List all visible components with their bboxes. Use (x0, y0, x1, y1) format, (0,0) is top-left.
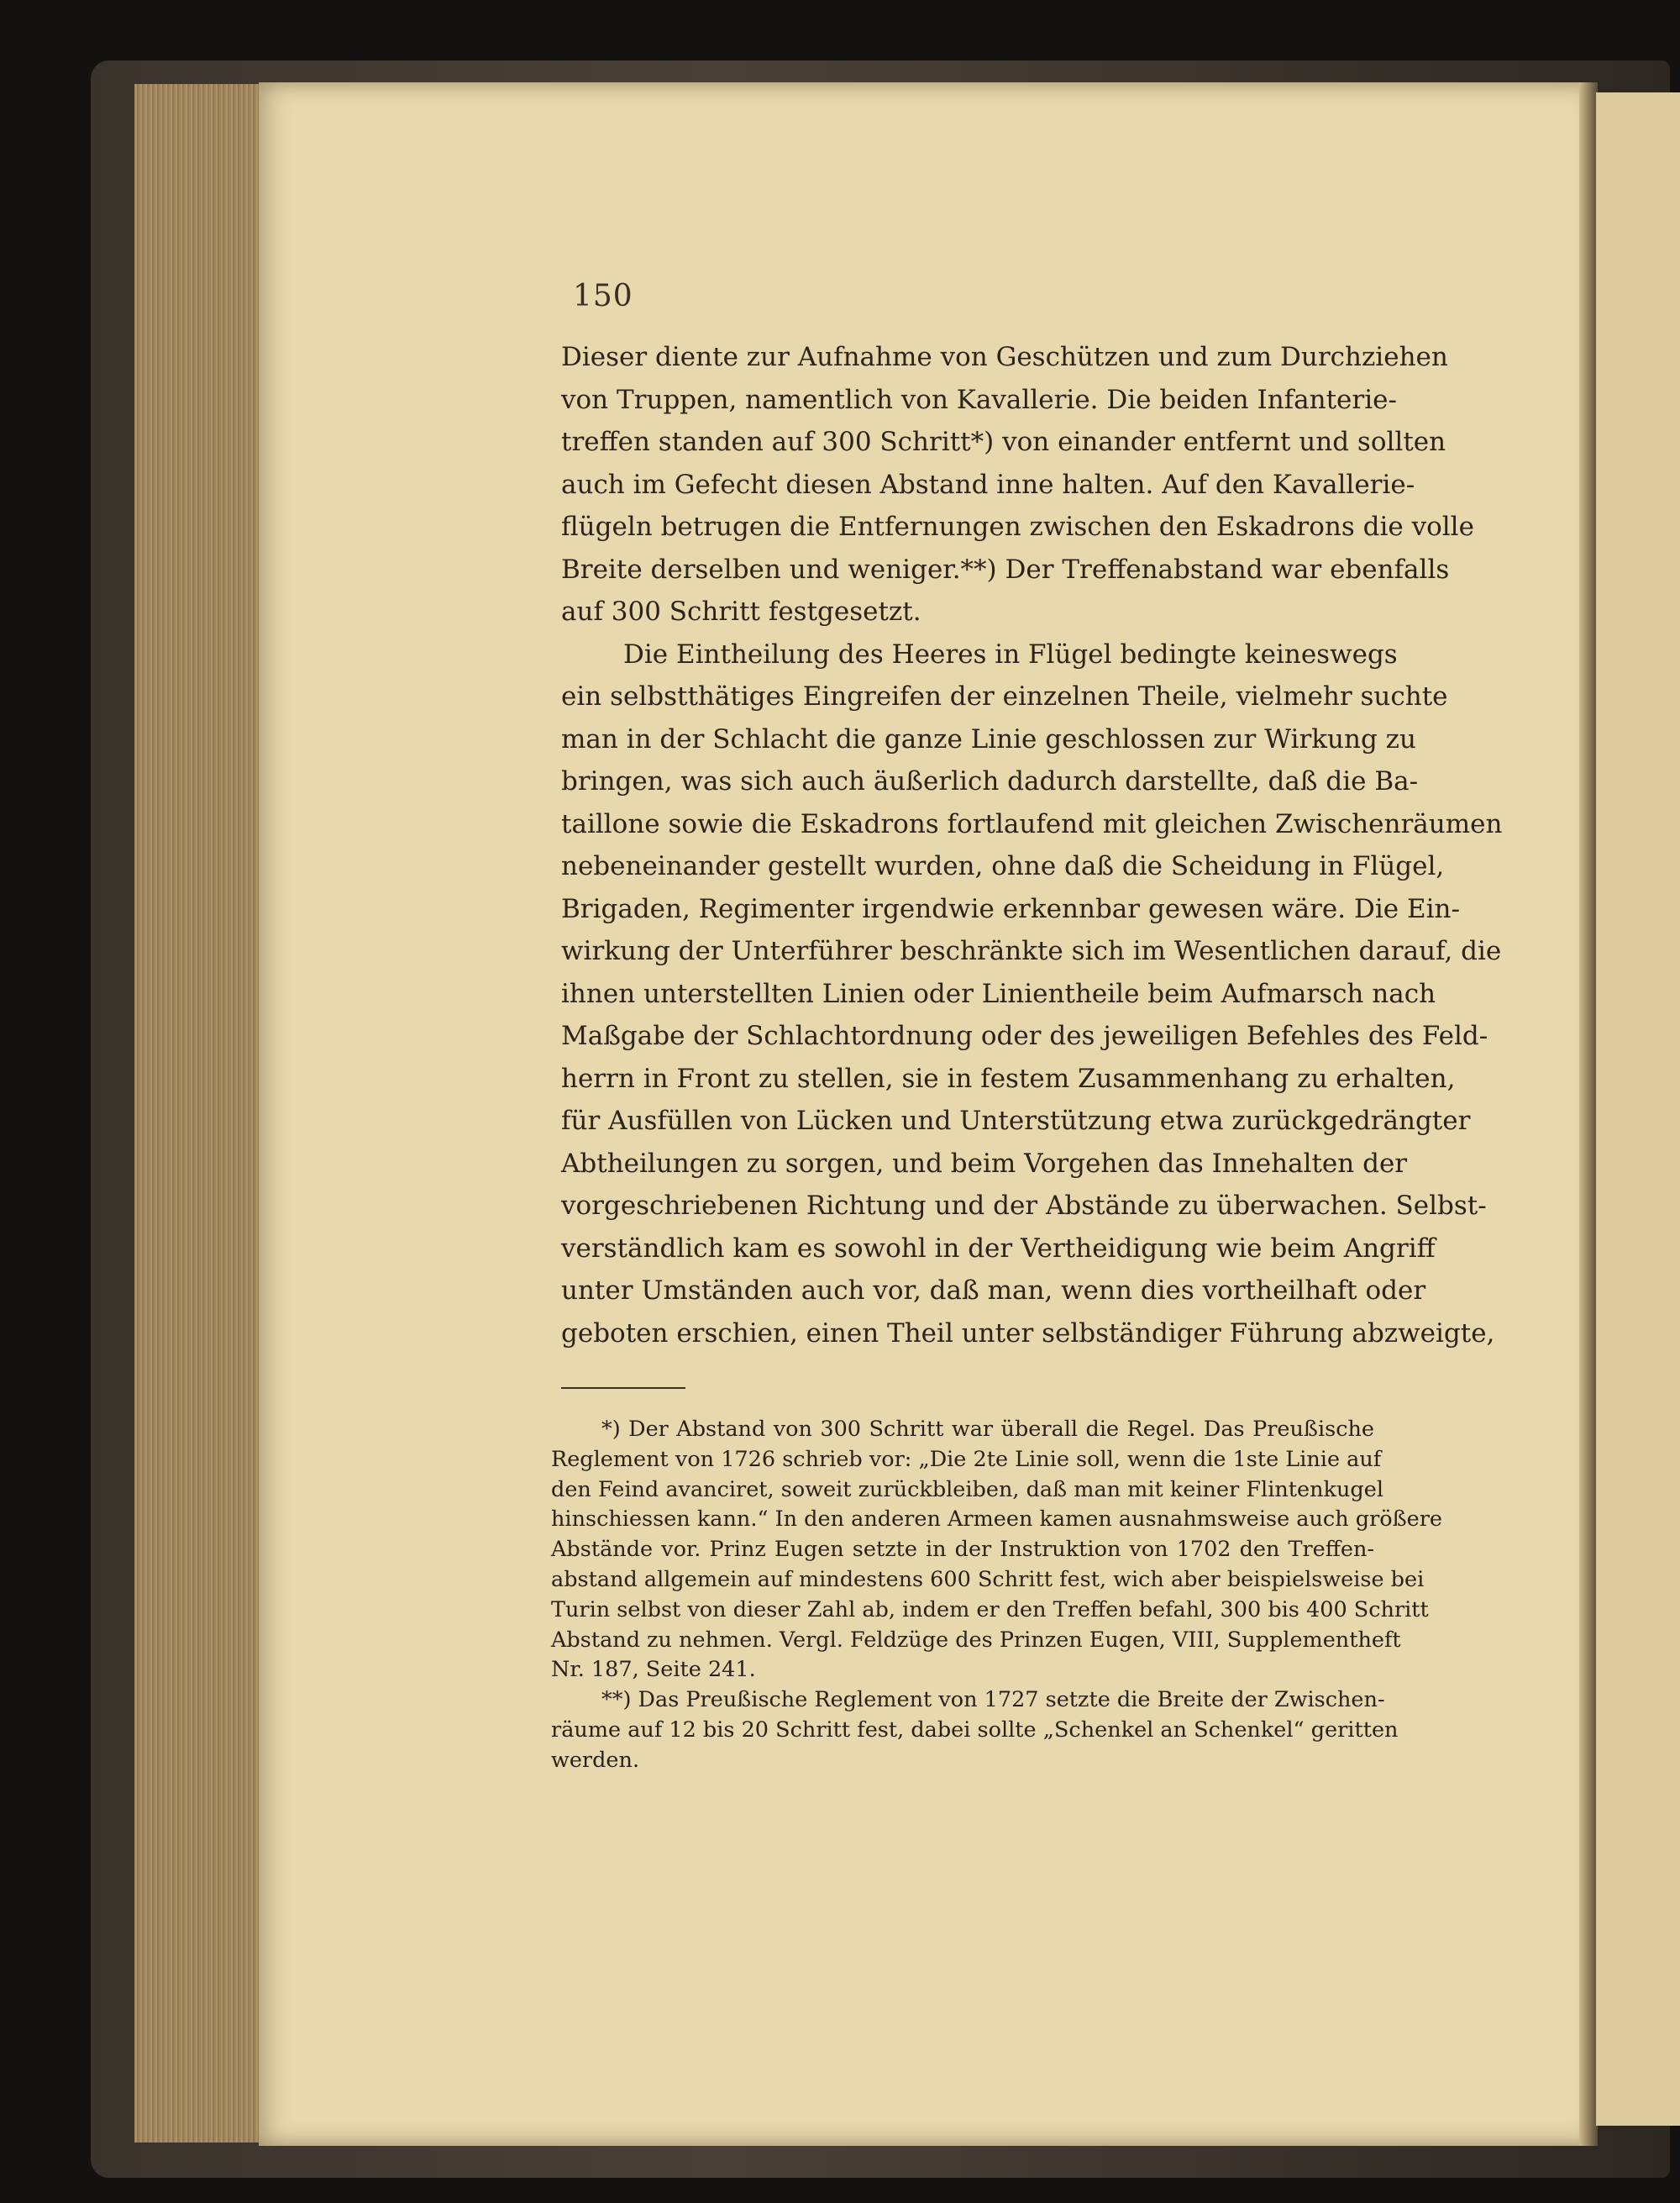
footnote-line: **) Das Preußische Reglement von 1727 setzte die Breite der Zwischen- (601, 1687, 1385, 1713)
footnote-line: Turin selbst von dieser Zahl ab, indem er den Treffen befahl, 300 bis 400 Schritt (551, 1596, 1429, 1622)
page-number: 150 (573, 279, 633, 313)
text-line: flügeln betrugen die Entfernungen zwischen den Eskadrons die volle (561, 512, 1474, 542)
text-line: wirkung der Unterführer beschränkte sich im Wesentlichen darauf, die (561, 936, 1502, 966)
footnote-line: Nr. 187, Seite 241. (551, 1657, 756, 1683)
footnote-line: Abstand zu nehmen. Vergl. Feldzüge des Prinzen Eugen, VIII, Supplementheft (551, 1627, 1401, 1653)
footnote-line: Reglement von 1726 schrieb vor: „Die 2te Linie soll, wenn die 1ste Linie auf (551, 1446, 1382, 1472)
text-line: Brigaden, Regimenter irgendwie erkennbar gewesen wäre. Die Ein- (561, 893, 1460, 924)
paragraph-1 (561, 336, 1474, 634)
text-line: vorgeschriebenen Richtung und der Abstände zu überwachen. Selbst- (561, 1191, 1487, 1221)
text-line: auf 300 Schritt festgesetzt. (561, 597, 921, 627)
footnote-line: den Feind avanciret, soweit zurückbleiben, daß man mit keiner Flintenkugel (551, 1476, 1384, 1502)
text-line: verständlich kam es sowohl in der Vertheidigung wie beim Angriff (561, 1233, 1436, 1264)
text-line: auch im Gefecht diesen Abstand inne halten. Auf den Kavallerie- (561, 469, 1415, 500)
text-line: ihnen unterstellten Linien oder Linientheile beim Aufmarsch nach (561, 978, 1436, 1009)
footnote-divider (561, 1387, 685, 1389)
text-line: geboten erschien, einen Theil unter selbständiger Führung abzweigte, (561, 1317, 1495, 1349)
text-line: Breite derselben und weniger.**) Der Treffenabstand war ebenfalls (561, 554, 1450, 585)
text-line: treffen standen auf 300 Schritt*) von einander entfernt und sollten (561, 427, 1446, 457)
body-text (561, 336, 1503, 1354)
text-line: Dieser diente zur Aufnahme von Geschützen und zum Durchziehen (561, 342, 1448, 372)
footnote-line: Abstände vor. Prinz Eugen setzte in der Instruktion von 1702 den Treffen- (551, 1537, 1374, 1563)
page-edges (134, 84, 265, 2143)
footnote-line: *) Der Abstand von 300 Schritt war überall die Regel. Das Preußische (601, 1417, 1374, 1442)
text-line: Abtheilungen zu sorgen, und beim Vorgehen das Innehalten der (561, 1148, 1408, 1179)
footnote-line: räume auf 12 bis 20 Schritt fest, dabei sollte „Schenkel an Schenkel“ geritten (551, 1717, 1399, 1743)
footnote-line: werden. (551, 1747, 640, 1773)
text-line: bringen, was sich auch äußerlich dadurch darstellte, daß die Ba- (561, 766, 1419, 797)
text-line: unter Umständen auch vor, daß man, wenn dies vortheilhaft oder (561, 1275, 1426, 1306)
text-line: für Ausfüllen von Lücken und Unterstützung etwa zurückgedrängter (561, 1106, 1471, 1136)
footnote-line: hinschiessen kann.“ In den anderen Armeen kamen ausnahmsweise auch größere (551, 1506, 1443, 1533)
text-line: Die Eintheilung des Heeres in Flügel bedingte keineswegs (623, 639, 1398, 670)
footnote-2 (551, 1685, 1399, 1775)
footnote-line: abstand allgemein auf mindestens 600 Schritt fest, wich aber beispielsweise bei (551, 1566, 1425, 1592)
text-line: taillone sowie die Eskadrons fortlaufend mit gleichen Zwischenräumen (561, 808, 1503, 839)
text-line: Maßgabe der Schlachtordnung oder des jeweiligen Befehles des Feld- (561, 1021, 1488, 1051)
footnote-1 (551, 1415, 1443, 1685)
facing-page-edge (1596, 92, 1680, 2126)
text-line: man in der Schlacht die ganze Linie geschlossen zur Wirkung zu (561, 723, 1416, 754)
footnotes (551, 1415, 1443, 1776)
book-gutter (1579, 82, 1598, 2146)
text-line: ein selbstthätiges Eingreifen der einzelnen Theile, vielmehr suchte (561, 681, 1448, 712)
paragraph-2 (561, 634, 1503, 1355)
text-line: von Truppen, namentlich von Kavallerie. Die beiden Infanterie- (561, 384, 1397, 415)
text-line: nebeneinander gestellt wurden, ohne daß die Scheidung in Flügel, (561, 851, 1445, 881)
text-line: herrn in Front zu stellen, sie in festem Zusammenhang zu erhalten, (561, 1063, 1456, 1094)
